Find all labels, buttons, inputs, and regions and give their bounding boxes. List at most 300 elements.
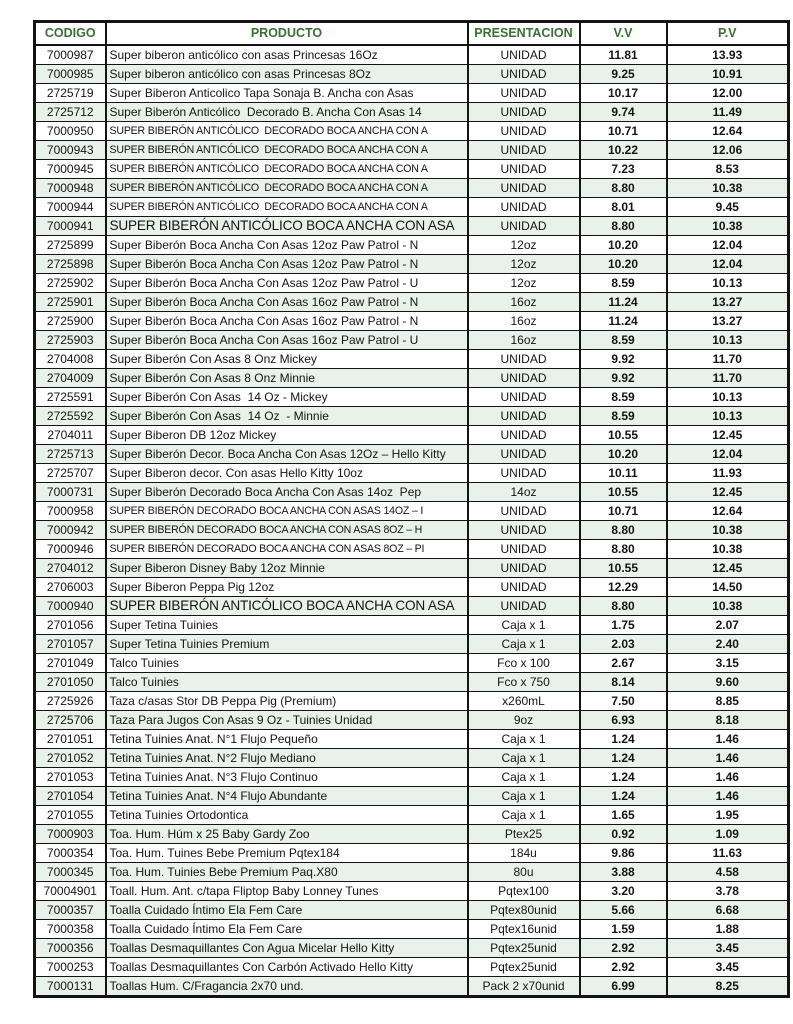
table-row <box>35 578 789 597</box>
cell-producto: SUPER BIBERÓN ANTICÓLICO DECORADO BOCA ANCHA CON A <box>106 160 468 179</box>
table-row <box>35 84 789 103</box>
cell-pv: 6.68 <box>667 901 789 920</box>
cell-pv: 10.38 <box>667 540 789 559</box>
price-table-body <box>35 45 789 997</box>
cell-pv: 12.64 <box>667 122 789 141</box>
cell-presentacion: Pqtex25unid <box>468 939 580 958</box>
cell-codigo: 7000731 <box>35 483 106 502</box>
cell-vv: 10.71 <box>580 122 667 141</box>
table-row <box>35 217 789 236</box>
cell-codigo: 7000945 <box>35 160 106 179</box>
cell-vv: 7.50 <box>580 692 667 711</box>
cell-pv: 1.46 <box>667 787 789 806</box>
table-row <box>35 122 789 141</box>
cell-codigo: 7000253 <box>35 958 106 977</box>
cell-producto: Toallas Desmaquillantes Con Carbón Activado Hello Kitty <box>106 958 468 977</box>
cell-codigo: 2725901 <box>35 293 106 312</box>
cell-vv: 9.92 <box>580 350 667 369</box>
table-row <box>35 768 789 787</box>
table-row <box>35 844 789 863</box>
table-row <box>35 901 789 920</box>
table-row <box>35 502 789 521</box>
cell-pv: 11.70 <box>667 369 789 388</box>
cell-vv: 1.24 <box>580 730 667 749</box>
cell-pv: 12.45 <box>667 559 789 578</box>
cell-codigo: 70004901 <box>35 882 106 901</box>
cell-codigo: 2725719 <box>35 84 106 103</box>
cell-presentacion: Caja x 1 <box>468 635 580 654</box>
cell-pv: 10.91 <box>667 65 789 84</box>
cell-presentacion: Pqtex25unid <box>468 958 580 977</box>
cell-codigo: 2725706 <box>35 711 106 730</box>
cell-pv: 1.46 <box>667 730 789 749</box>
cell-producto: SUPER BIBERÓN DECORADO BOCA ANCHA CON ASAS 14OZ – I <box>106 502 468 521</box>
cell-pv: 8.85 <box>667 692 789 711</box>
cell-codigo: 2725591 <box>35 388 106 407</box>
cell-producto: Super Biberón Decorado Boca Ancha Con Asas 14oz Pep <box>106 483 468 502</box>
table-row <box>35 369 789 388</box>
cell-producto: Toa. Hum. Tuinies Bebe Premium Paq.X80 <box>106 863 468 882</box>
cell-pv: 12.00 <box>667 84 789 103</box>
cell-vv: 2.92 <box>580 958 667 977</box>
cell-producto: SUPER BIBERÓN ANTICÓLICO DECORADO BOCA ANCHA CON A <box>106 179 468 198</box>
cell-codigo: 2725898 <box>35 255 106 274</box>
cell-vv: 10.55 <box>580 426 667 445</box>
cell-producto: Toallas Hum. C/Fragancia 2x70 und. <box>106 977 468 997</box>
column-header-pv: P.V <box>667 22 789 46</box>
cell-pv: 8.53 <box>667 160 789 179</box>
cell-vv: 8.80 <box>580 217 667 236</box>
cell-codigo: 7000903 <box>35 825 106 844</box>
cell-codigo: 7000345 <box>35 863 106 882</box>
cell-pv: 11.70 <box>667 350 789 369</box>
cell-presentacion: 184u <box>468 844 580 863</box>
cell-producto: SUPER BIBERÓN DECORADO BOCA ANCHA CON ASAS 8OZ – H <box>106 521 468 540</box>
cell-presentacion: Pack 2 x70unid <box>468 977 580 997</box>
cell-presentacion: Fco x 750 <box>468 673 580 692</box>
table-row <box>35 45 789 65</box>
cell-pv: 8.25 <box>667 977 789 997</box>
cell-vv: 2.67 <box>580 654 667 673</box>
table-row <box>35 711 789 730</box>
table-header <box>35 22 789 46</box>
table-row <box>35 426 789 445</box>
cell-codigo: 7000942 <box>35 521 106 540</box>
cell-presentacion: Caja x 1 <box>468 806 580 825</box>
cell-producto: Super Biberón Con Asas 14 Oz - Minnie <box>106 407 468 426</box>
table-row <box>35 521 789 540</box>
cell-pv: 3.15 <box>667 654 789 673</box>
table-row <box>35 882 789 901</box>
cell-presentacion: Pqtex16unid <box>468 920 580 939</box>
table-row <box>35 198 789 217</box>
cell-producto: Talco Tuinies <box>106 673 468 692</box>
cell-codigo: 2725926 <box>35 692 106 711</box>
cell-vv: 10.20 <box>580 236 667 255</box>
cell-pv: 2.40 <box>667 635 789 654</box>
table-row <box>35 939 789 958</box>
cell-presentacion: UNIDAD <box>468 160 580 179</box>
cell-codigo: 2701056 <box>35 616 106 635</box>
cell-producto: SUPER BIBERÓN ANTICÓLICO DECORADO BOCA ANCHA CON A <box>106 141 468 160</box>
cell-presentacion: 12oz <box>468 236 580 255</box>
cell-producto: Toa. Hum. Tuines Bebe Premium Pqtex184 <box>106 844 468 863</box>
cell-presentacion: UNIDAD <box>468 217 580 236</box>
cell-codigo: 2701049 <box>35 654 106 673</box>
cell-producto: Super Biberon decor. Con asas Hello Kitty 10oz <box>106 464 468 483</box>
table-row <box>35 540 789 559</box>
cell-vv: 1.75 <box>580 616 667 635</box>
cell-pv: 10.13 <box>667 407 789 426</box>
column-header-producto: PRODUCTO <box>106 22 468 46</box>
cell-pv: 10.38 <box>667 597 789 616</box>
cell-presentacion: 12oz <box>468 255 580 274</box>
cell-producto: Super Biberón Boca Ancha Con Asas 16oz Paw Patrol - N <box>106 312 468 331</box>
table-row <box>35 141 789 160</box>
table-row <box>35 749 789 768</box>
cell-producto: Super Biberón Boca Ancha Con Asas 12oz Paw Patrol - U <box>106 274 468 293</box>
table-row <box>35 654 789 673</box>
cell-presentacion: UNIDAD <box>468 521 580 540</box>
cell-codigo: 2701053 <box>35 768 106 787</box>
cell-codigo: 7000985 <box>35 65 106 84</box>
cell-vv: 10.22 <box>580 141 667 160</box>
cell-codigo: 2706003 <box>35 578 106 597</box>
cell-presentacion: Pqtex100 <box>468 882 580 901</box>
cell-producto: Super Biberón Boca Ancha Con Asas 12oz Paw Patrol - N <box>106 255 468 274</box>
cell-vv: 10.20 <box>580 255 667 274</box>
cell-pv: 3.45 <box>667 958 789 977</box>
table-row <box>35 597 789 616</box>
cell-pv: 1.46 <box>667 768 789 787</box>
table-row <box>35 730 789 749</box>
cell-codigo: 2701055 <box>35 806 106 825</box>
cell-codigo: 2701057 <box>35 635 106 654</box>
cell-codigo: 7000358 <box>35 920 106 939</box>
cell-codigo: 7000948 <box>35 179 106 198</box>
cell-producto: Toa. Hum. Húm x 25 Baby Gardy Zoo <box>106 825 468 844</box>
column-header-presentacion: PRESENTACION <box>468 22 580 46</box>
cell-producto: Super Biberón Con Asas 8 Onz Mickey <box>106 350 468 369</box>
cell-producto: Tetina Tuinies Ortodontica <box>106 806 468 825</box>
cell-producto: Toalla Cuidado Íntimo Ela Fem Care <box>106 920 468 939</box>
cell-vv: 10.20 <box>580 445 667 464</box>
cell-vv: 8.59 <box>580 274 667 293</box>
cell-presentacion: 9oz <box>468 711 580 730</box>
cell-vv: 8.59 <box>580 331 667 350</box>
cell-producto: Super Biberon Anticolico Tapa Sonaja B. Ancha con Asas <box>106 84 468 103</box>
cell-codigo: 2725899 <box>35 236 106 255</box>
cell-producto: Super Biberon DB 12oz Mickey <box>106 426 468 445</box>
cell-vv: 10.55 <box>580 483 667 502</box>
cell-presentacion: UNIDAD <box>468 141 580 160</box>
cell-vv: 8.80 <box>580 179 667 198</box>
cell-producto: Super biberon anticólico con asas Princesas 8Oz <box>106 65 468 84</box>
cell-producto: Super Biberón Con Asas 14 Oz - Mickey <box>106 388 468 407</box>
cell-vv: 1.24 <box>580 787 667 806</box>
cell-producto: Super biberon anticólico con asas Princesas 16Oz <box>106 45 468 65</box>
cell-presentacion: UNIDAD <box>468 65 580 84</box>
cell-codigo: 7000131 <box>35 977 106 997</box>
cell-producto: SUPER BIBERÓN ANTICÓLICO BOCA ANCHA CON ASA <box>106 597 468 616</box>
cell-codigo: 7000354 <box>35 844 106 863</box>
cell-presentacion: UNIDAD <box>468 122 580 141</box>
cell-codigo: 7000950 <box>35 122 106 141</box>
cell-pv: 12.04 <box>667 236 789 255</box>
cell-pv: 12.45 <box>667 426 789 445</box>
cell-codigo: 2725902 <box>35 274 106 293</box>
cell-vv: 1.24 <box>580 768 667 787</box>
cell-presentacion: UNIDAD <box>468 407 580 426</box>
table-row <box>35 160 789 179</box>
cell-producto: SUPER BIBERÓN ANTICÓLICO BOCA ANCHA CON ASA <box>106 217 468 236</box>
cell-presentacion: UNIDAD <box>468 578 580 597</box>
cell-pv: 12.04 <box>667 445 789 464</box>
price-list-table <box>33 20 790 998</box>
cell-codigo: 7000941 <box>35 217 106 236</box>
cell-pv: 9.45 <box>667 198 789 217</box>
cell-vv: 10.71 <box>580 502 667 521</box>
cell-pv: 14.50 <box>667 578 789 597</box>
cell-presentacion: UNIDAD <box>468 84 580 103</box>
cell-codigo: 2704009 <box>35 369 106 388</box>
cell-pv: 13.27 <box>667 293 789 312</box>
cell-pv: 10.38 <box>667 521 789 540</box>
table-row <box>35 863 789 882</box>
cell-producto: SUPER BIBERÓN ANTICÓLICO DECORADO BOCA ANCHA CON A <box>106 198 468 217</box>
cell-vv: 9.74 <box>580 103 667 122</box>
cell-pv: 8.18 <box>667 711 789 730</box>
cell-vv: 7.23 <box>580 160 667 179</box>
cell-producto: Taza Para Jugos Con Asas 9 Oz - Tuinies Unidad <box>106 711 468 730</box>
cell-pv: 10.13 <box>667 274 789 293</box>
cell-producto: Super Biberón Boca Ancha Con Asas 16oz Paw Patrol - U <box>106 331 468 350</box>
cell-pv: 11.63 <box>667 844 789 863</box>
cell-codigo: 7000946 <box>35 540 106 559</box>
cell-presentacion: Caja x 1 <box>468 787 580 806</box>
cell-vv: 9.92 <box>580 369 667 388</box>
cell-vv: 9.86 <box>580 844 667 863</box>
cell-vv: 10.17 <box>580 84 667 103</box>
cell-codigo: 7000943 <box>35 141 106 160</box>
cell-presentacion: UNIDAD <box>468 502 580 521</box>
cell-vv: 6.93 <box>580 711 667 730</box>
cell-codigo: 2725900 <box>35 312 106 331</box>
table-row <box>35 559 789 578</box>
cell-producto: Tetina Tuinies Anat. N°3 Flujo Continuo <box>106 768 468 787</box>
cell-vv: 1.59 <box>580 920 667 939</box>
table-row <box>35 692 789 711</box>
cell-vv: 1.65 <box>580 806 667 825</box>
cell-codigo: 2704011 <box>35 426 106 445</box>
table-row <box>35 977 789 997</box>
cell-codigo: 2701051 <box>35 730 106 749</box>
cell-pv: 1.46 <box>667 749 789 768</box>
cell-pv: 9.60 <box>667 673 789 692</box>
table-row <box>35 312 789 331</box>
cell-codigo: 2725592 <box>35 407 106 426</box>
cell-presentacion: 16oz <box>468 293 580 312</box>
table-row <box>35 825 789 844</box>
cell-vv: 5.66 <box>580 901 667 920</box>
cell-codigo: 2725713 <box>35 445 106 464</box>
cell-codigo: 7000356 <box>35 939 106 958</box>
cell-codigo: 2701050 <box>35 673 106 692</box>
cell-producto: Toall. Hum. Ant. c/tapa Fliptop Baby Lonney Tunes <box>106 882 468 901</box>
cell-presentacion: UNIDAD <box>468 426 580 445</box>
cell-producto: Super Biberón Boca Ancha Con Asas 12oz Paw Patrol - N <box>106 236 468 255</box>
table-row <box>35 274 789 293</box>
cell-codigo: 2704012 <box>35 559 106 578</box>
cell-codigo: 2704008 <box>35 350 106 369</box>
cell-codigo: 7000944 <box>35 198 106 217</box>
cell-pv: 1.09 <box>667 825 789 844</box>
cell-pv: 1.88 <box>667 920 789 939</box>
cell-codigo: 2725903 <box>35 331 106 350</box>
cell-presentacion: UNIDAD <box>468 350 580 369</box>
cell-vv: 8.59 <box>580 388 667 407</box>
cell-presentacion: UNIDAD <box>468 597 580 616</box>
cell-vv: 0.92 <box>580 825 667 844</box>
cell-presentacion: UNIDAD <box>468 179 580 198</box>
cell-vv: 2.03 <box>580 635 667 654</box>
cell-presentacion: Caja x 1 <box>468 730 580 749</box>
cell-presentacion: UNIDAD <box>468 198 580 217</box>
cell-codigo: 7000357 <box>35 901 106 920</box>
cell-presentacion: Fco x 100 <box>468 654 580 673</box>
cell-pv: 10.38 <box>667 179 789 198</box>
cell-pv: 12.06 <box>667 141 789 160</box>
cell-presentacion: UNIDAD <box>468 103 580 122</box>
header-row <box>35 22 789 46</box>
table-row <box>35 616 789 635</box>
cell-vv: 8.14 <box>580 673 667 692</box>
cell-pv: 13.93 <box>667 45 789 65</box>
cell-presentacion: 14oz <box>468 483 580 502</box>
cell-pv: 3.45 <box>667 939 789 958</box>
table-row <box>35 673 789 692</box>
cell-producto: Super Biberón Anticólico Decorado B. Ancha Con Asas 14 <box>106 103 468 122</box>
cell-vv: 8.80 <box>580 540 667 559</box>
cell-vv: 8.59 <box>580 407 667 426</box>
cell-pv: 10.13 <box>667 331 789 350</box>
cell-presentacion: Caja x 1 <box>468 616 580 635</box>
cell-producto: Super Biberón Decor. Boca Ancha Con Asas 12Oz – Hello Kitty <box>106 445 468 464</box>
cell-presentacion: UNIDAD <box>468 388 580 407</box>
cell-pv: 1.95 <box>667 806 789 825</box>
table-row <box>35 445 789 464</box>
table-row <box>35 806 789 825</box>
cell-presentacion: Pqtex80unid <box>468 901 580 920</box>
cell-pv: 13.27 <box>667 312 789 331</box>
cell-producto: SUPER BIBERÓN DECORADO BOCA ANCHA CON ASAS 8OZ – PI <box>106 540 468 559</box>
cell-vv: 3.20 <box>580 882 667 901</box>
cell-vv: 12.29 <box>580 578 667 597</box>
cell-pv: 11.49 <box>667 103 789 122</box>
cell-codigo: 2701052 <box>35 749 106 768</box>
cell-presentacion: Ptex25 <box>468 825 580 844</box>
cell-vv: 2.92 <box>580 939 667 958</box>
column-header-codigo: CODIGO <box>35 22 106 46</box>
cell-vv: 1.24 <box>580 749 667 768</box>
cell-producto: Super Tetina Tuinies Premium <box>106 635 468 654</box>
cell-producto: Taza c/asas Stor DB Peppa Pig (Premium) <box>106 692 468 711</box>
cell-presentacion: Caja x 1 <box>468 749 580 768</box>
cell-vv: 8.01 <box>580 198 667 217</box>
column-header-vv: V.V <box>580 22 667 46</box>
table-row <box>35 787 789 806</box>
cell-producto: Super Biberón Con Asas 8 Onz Minnie <box>106 369 468 388</box>
cell-vv: 8.80 <box>580 521 667 540</box>
cell-pv: 12.45 <box>667 483 789 502</box>
cell-producto: Super Biberon Disney Baby 12oz Minnie <box>106 559 468 578</box>
cell-codigo: 7000940 <box>35 597 106 616</box>
cell-vv: 3.88 <box>580 863 667 882</box>
cell-producto: Tetina Tuinies Anat. N°2 Flujo Mediano <box>106 749 468 768</box>
table-row <box>35 920 789 939</box>
table-row <box>35 464 789 483</box>
cell-presentacion: 80u <box>468 863 580 882</box>
cell-presentacion: UNIDAD <box>468 464 580 483</box>
cell-pv: 2.07 <box>667 616 789 635</box>
cell-pv: 3.78 <box>667 882 789 901</box>
table-row <box>35 103 789 122</box>
cell-vv: 10.55 <box>580 559 667 578</box>
cell-presentacion: 16oz <box>468 331 580 350</box>
cell-presentacion: UNIDAD <box>468 445 580 464</box>
cell-pv: 12.04 <box>667 255 789 274</box>
cell-presentacion: UNIDAD <box>468 540 580 559</box>
cell-presentacion: Caja x 1 <box>468 768 580 787</box>
cell-codigo: 2725712 <box>35 103 106 122</box>
table-row <box>35 255 789 274</box>
cell-pv: 10.13 <box>667 388 789 407</box>
cell-producto: Talco Tuinies <box>106 654 468 673</box>
table-row <box>35 331 789 350</box>
cell-codigo: 2701054 <box>35 787 106 806</box>
cell-vv: 8.80 <box>580 597 667 616</box>
table-row <box>35 483 789 502</box>
table-row <box>35 388 789 407</box>
cell-producto: Tetina Tuinies Anat. N°4 Flujo Abundante <box>106 787 468 806</box>
cell-producto: Super Tetina Tuinies <box>106 616 468 635</box>
cell-vv: 9.25 <box>580 65 667 84</box>
cell-pv: 4.58 <box>667 863 789 882</box>
cell-vv: 11.24 <box>580 312 667 331</box>
cell-vv: 6.99 <box>580 977 667 997</box>
cell-codigo: 2725707 <box>35 464 106 483</box>
cell-presentacion: 12oz <box>468 274 580 293</box>
table-row <box>35 635 789 654</box>
cell-codigo: 7000958 <box>35 502 106 521</box>
cell-presentacion: 16oz <box>468 312 580 331</box>
table-row <box>35 407 789 426</box>
cell-pv: 10.38 <box>667 217 789 236</box>
cell-pv: 11.93 <box>667 464 789 483</box>
table-row <box>35 236 789 255</box>
cell-producto: Super Biberón Boca Ancha Con Asas 16oz Paw Patrol - N <box>106 293 468 312</box>
cell-presentacion: UNIDAD <box>468 45 580 65</box>
table-row <box>35 350 789 369</box>
cell-producto: Toallas Desmaquillantes Con Agua Micelar Hello Kitty <box>106 939 468 958</box>
table-row <box>35 293 789 312</box>
cell-presentacion: x260mL <box>468 692 580 711</box>
table-row <box>35 65 789 84</box>
cell-producto: Super Biberon Peppa Pig 12oz <box>106 578 468 597</box>
cell-pv: 12.64 <box>667 502 789 521</box>
cell-producto: Tetina Tuinies Anat. N°1 Flujo Pequeño <box>106 730 468 749</box>
cell-presentacion: UNIDAD <box>468 369 580 388</box>
